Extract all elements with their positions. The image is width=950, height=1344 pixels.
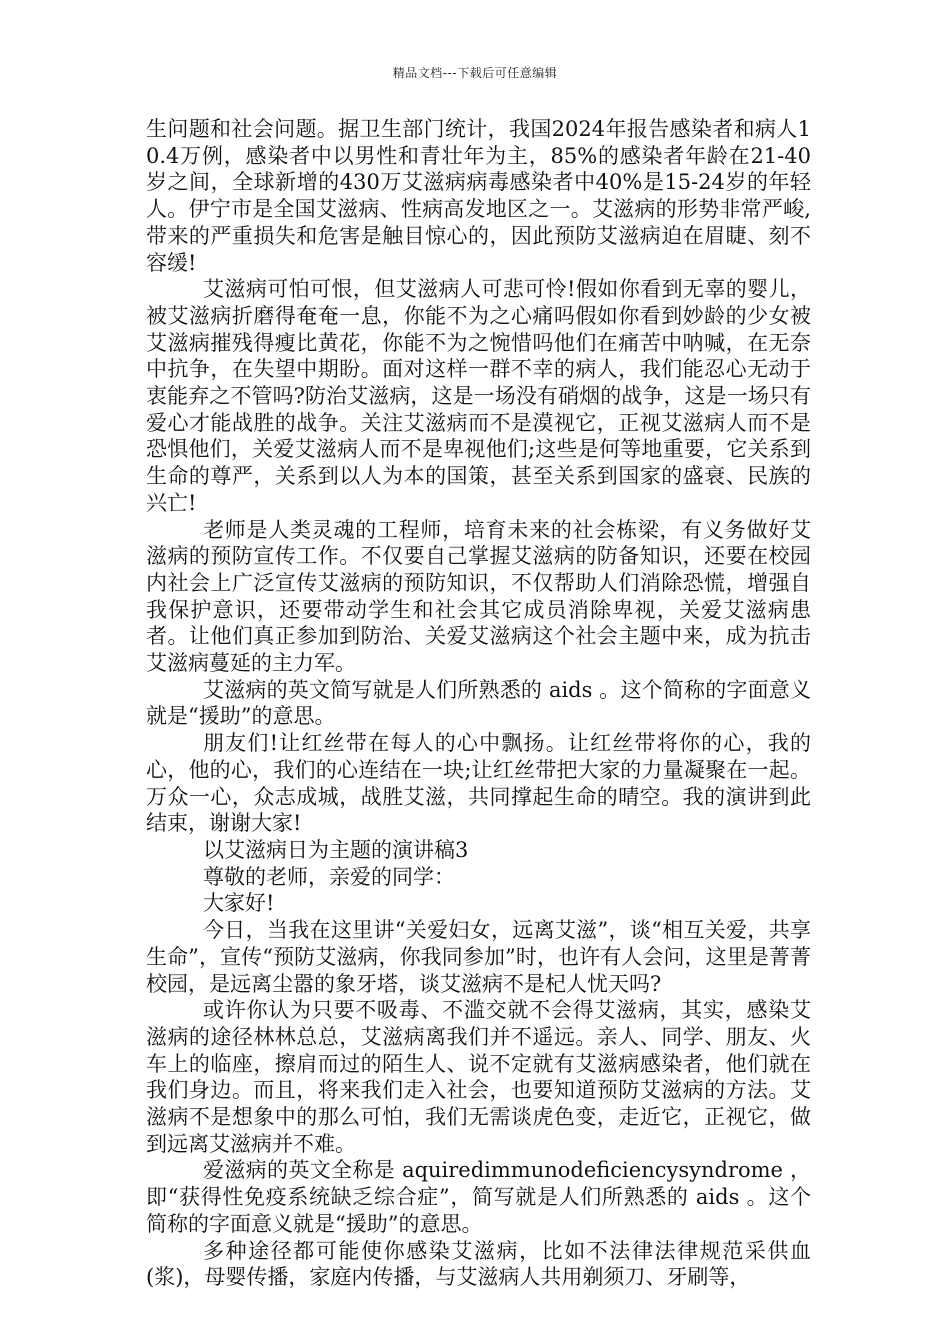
paragraph: 生问题和社会问题。据卫生部门统计，我国2024年报告感染者和病人10.4万例，感染者中以男性和青壮年为主，85%的感染者年龄在21-40岁之间，全球新增的430万艾滋病病毒感染者中40%是15-24岁的年轻人。伊宁市是全国艾滋病、性病高发地区之一。艾滋病的形势非常严峻,带来的严重损失和危害是触目惊心的，因此预防艾滋病迫在眉睫、刻不容缓! bbox=[146, 117, 811, 275]
paragraph: 多种途径都可能使你感染艾滋病，比如不法律法律规范采供血(浆)，母婴传播，家庭内传播，与艾滋病人共用剃须刀、牙刷等， bbox=[146, 1238, 811, 1290]
paragraph: 尊敬的老师，亲爱的同学： bbox=[203, 864, 455, 889]
paragraph: 朋友们!让红丝带在每人的心中飘扬。让红丝带将你的心，我的心，他的心，我们的心连结在一块;让红丝带把大家的力量凝聚在一起。万众一心，众志成城，战胜艾滋，共同撑起生命的晴空。我的演讲到此结束，谢谢大家! bbox=[146, 731, 811, 836]
paragraph: 大家好! bbox=[203, 891, 275, 916]
paragraph: 艾滋病的英文简写就是人们所熟悉的 aids 。这个简称的字面意义就是“援助”的意思。 bbox=[146, 677, 811, 729]
paragraph: 老师是人类灵魂的工程师，培育未来的社会栋梁，有义务做好艾滋病的预防宣传工作。不仅要自己掌握艾滋病的防备知识，还要在校园内社会上广泛宣传艾滋病的预防知识，不仅帮助人们消除恐慌，增强自我保护意识，还要带动学生和社会其它成员消除卑视，关爱艾滋病患者。让他们真正参加到防治、关爱艾滋病这个社会主题中来，成为抗击艾滋病蔓延的主力军。 bbox=[146, 517, 811, 676]
page-header: 精品文档---下载后可任意编辑 bbox=[392, 66, 558, 80]
document-body bbox=[146, 116, 811, 1291]
paragraph: 爱滋病的英文全称是 aquiredimmunodeficiencysyndrome ，即“获得性免疫系统缺乏综合症”，简写就是人们所熟悉的 aids 。这个简称的字面意义就是“援助”的意思。 bbox=[146, 1158, 811, 1236]
paragraph: 或许你认为只要不吸毒、不滥交就不会得艾滋病，其实，感染艾滋病的途径林林总总，艾滋病离我们并不遥远。亲人、同学、朋友、火车上的临座，擦肩而过的陌生人、说不定就有艾滋病感染者，他们就在我们身边。而且，将来我们走入社会，也要知道预防艾滋病的方法。艾滋病不是想象中的那么可怕，我们无需谈虎色变，走近它，正视它，做到远离艾滋病并不难。 bbox=[146, 998, 811, 1156]
paragraph: 以艾滋病日为主题的演讲稿3 bbox=[203, 837, 469, 862]
paragraph: 今日，当我在这里讲“关爱妇女，远离艾滋”，谈“相互关爱，共享生命”，宣传“预防艾滋病，你我同参加”时，也许有人会问，这里是菁菁校园，是远离尘嚣的象牙塔，谈艾滋病不是杞人忧天吗? bbox=[146, 918, 811, 996]
paragraph: 艾滋病可怕可恨，但艾滋病人可悲可怜!假如你看到无辜的婴儿，被艾滋病折磨得奄奄一息，你能不为之心痛吗假如你看到妙龄的少女被艾滋病摧残得瘦比黄花，你能不为之惋惜吗他们在痛苦中呐喊，在无奈中抗争，在失望中期盼。面对这样一群不幸的病人，我们能忍心无动于衷能弃之不管吗?防治艾滋病，这是一场没有硝烟的战争，这是一场只有爱心才能战胜的战争。关注艾滋病而不是漠视它，正视艾滋病人而不是恐惧他们，关爱艾滋病人而不是卑视他们;这些是何等地重要，它关系到生命的尊严，关系到以人为本的国策，甚至关系到国家的盛衰、民族的兴亡! bbox=[146, 277, 811, 515]
